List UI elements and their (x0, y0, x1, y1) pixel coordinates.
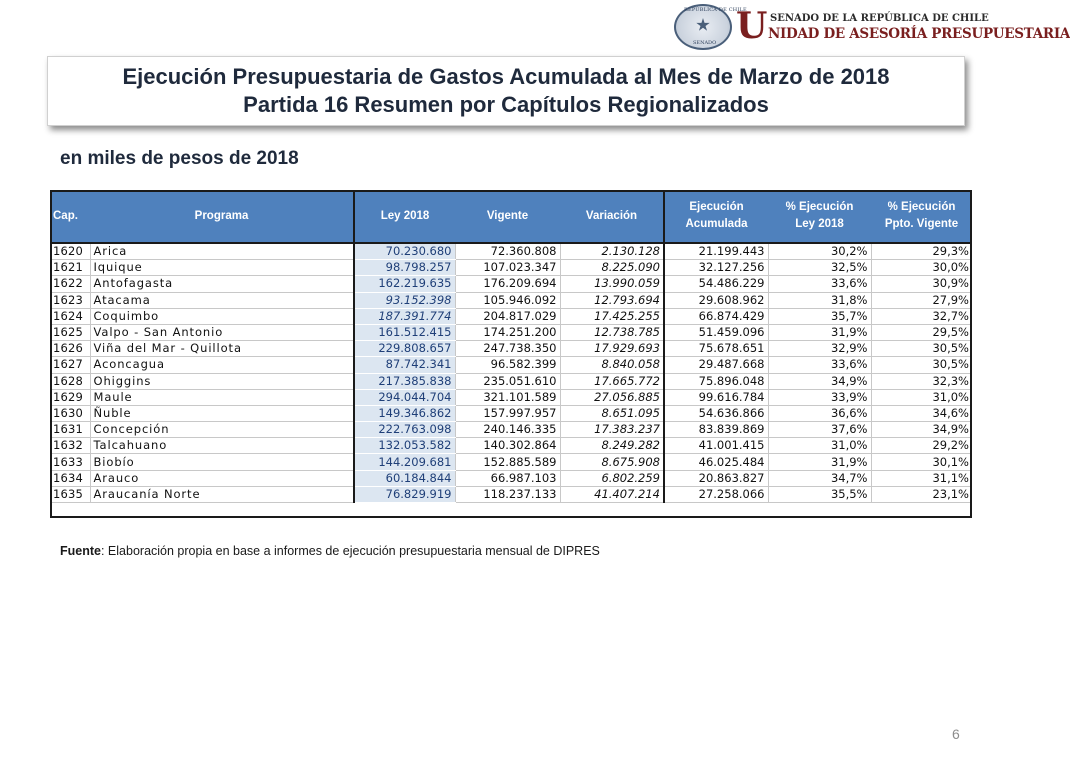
cell-programa: Iquique (90, 260, 354, 276)
cell-cap: 1626 (50, 341, 90, 357)
cell-ejecucion: 46.025.484 (664, 454, 768, 470)
cell-variacion: 17.425.255 (560, 308, 664, 324)
cell-ejecucion: 27.258.066 (664, 486, 768, 502)
cell-cap: 1622 (50, 276, 90, 292)
cell-cap: 1630 (50, 405, 90, 421)
header-vigente: Vigente (455, 190, 560, 243)
cell-programa: Arica (90, 243, 354, 260)
cell-variacion: 27.056.885 (560, 389, 664, 405)
units-caption: en miles de pesos de 2018 (60, 148, 299, 169)
cell-ejecucion: 54.486.229 (664, 276, 768, 292)
cell-pct-vigente: 30,5% (871, 341, 972, 357)
page-title: Ejecución Presupuestaria de Gastos Acumulada al Mes de Marzo de 2018 (122, 64, 890, 89)
cell-vigente: 240.146.335 (455, 422, 560, 438)
cell-pct-vigente: 29,2% (871, 438, 972, 454)
cell-variacion: 13.990.059 (560, 276, 664, 292)
cell-pct-vigente: 32,7% (871, 308, 972, 324)
cell-programa: Aconcagua (90, 357, 354, 373)
cell-cap: 1625 (50, 324, 90, 340)
cell-ejecucion: 75.896.048 (664, 373, 768, 389)
cell-ley: 144.209.681 (354, 454, 455, 470)
table-row (50, 470, 972, 486)
cell-pct-vigente: 23,1% (871, 486, 972, 502)
cell-variacion: 6.802.259 (560, 470, 664, 486)
cell-ejecucion: 32.127.256 (664, 260, 768, 276)
cell-vigente: 105.946.092 (455, 292, 560, 308)
cell-cap: 1633 (50, 454, 90, 470)
cell-vigente: 72.360.808 (455, 243, 560, 260)
cell-variacion: 8.651.095 (560, 405, 664, 421)
cell-programa: Viña del Mar - Quillota (90, 341, 354, 357)
cell-cap: 1620 (50, 243, 90, 260)
logo-unit-name: NIDAD DE ASESORÍA PRESUPUESTARIA (768, 26, 1070, 42)
cell-ley: 162.219.635 (354, 276, 455, 292)
cell-pct-ley: 35,7% (768, 308, 871, 324)
logo-initial: U (736, 5, 768, 47)
cell-ley: 76.829.919 (354, 486, 455, 502)
cell-pct-ley: 32,9% (768, 341, 871, 357)
cell-variacion: 8.225.090 (560, 260, 664, 276)
cell-cap: 1629 (50, 389, 90, 405)
cell-ley: 161.512.415 (354, 324, 455, 340)
cell-vigente: 140.302.864 (455, 438, 560, 454)
table-row (50, 357, 972, 373)
source-note (60, 544, 600, 558)
cell-programa: Arauco (90, 470, 354, 486)
cell-pct-ley: 33,6% (768, 357, 871, 373)
cell-pct-vigente: 30,0% (871, 260, 972, 276)
cell-ley: 93.152.398 (354, 292, 455, 308)
cell-pct-ley: 33,9% (768, 389, 871, 405)
cell-cap: 1632 (50, 438, 90, 454)
cell-ejecucion: 29.487.668 (664, 357, 768, 373)
cell-vigente: 321.101.589 (455, 389, 560, 405)
cell-ejecucion: 51.459.096 (664, 324, 768, 340)
cell-vigente: 247.738.350 (455, 341, 560, 357)
cell-pct-vigente: 29,3% (871, 243, 972, 260)
cell-pct-ley: 36,6% (768, 405, 871, 421)
cell-ley: 149.346.862 (354, 405, 455, 421)
cell-variacion: 17.383.237 (560, 422, 664, 438)
cell-pct-ley: 31,9% (768, 454, 871, 470)
cell-vigente: 174.251.200 (455, 324, 560, 340)
cell-pct-vigente: 30,5% (871, 357, 972, 373)
cell-pct-ley: 30,2% (768, 243, 871, 260)
cell-cap: 1628 (50, 373, 90, 389)
seal-top-text: REPÚBLICA DE CHILE (684, 7, 747, 13)
cell-cap: 1627 (50, 357, 90, 373)
senado-logo (672, 4, 1070, 52)
logo-senate-name: SENADO DE LA REPÚBLICA DE CHILE (770, 13, 989, 24)
header-ejecucion (664, 190, 768, 243)
header-ejecucion-line1: Ejecución (689, 201, 744, 213)
table-row (50, 438, 972, 454)
header-pct-ley-line2: Ley 2018 (795, 218, 844, 230)
cell-programa: Concepción (90, 422, 354, 438)
cell-pct-ley: 31,9% (768, 324, 871, 340)
cell-variacion: 12.793.694 (560, 292, 664, 308)
cell-pct-ley: 37,6% (768, 422, 871, 438)
cell-vigente: 152.885.589 (455, 454, 560, 470)
cell-ley: 229.808.657 (354, 341, 455, 357)
table-row (50, 243, 972, 260)
cell-vigente: 235.051.610 (455, 373, 560, 389)
cell-vigente: 66.987.103 (455, 470, 560, 486)
cell-ejecucion: 21.199.443 (664, 243, 768, 260)
cell-ejecucion: 83.839.869 (664, 422, 768, 438)
budget-table (50, 190, 972, 503)
table-row (50, 389, 972, 405)
cell-pct-ley: 34,9% (768, 373, 871, 389)
cell-variacion: 8.249.282 (560, 438, 664, 454)
cell-ley: 70.230.680 (354, 243, 455, 260)
title-box (47, 56, 965, 126)
cell-variacion: 41.407.214 (560, 486, 664, 502)
header-pct-ley (768, 190, 871, 243)
table-row (50, 486, 972, 502)
cell-pct-ley: 33,6% (768, 276, 871, 292)
cell-programa: Coquimbo (90, 308, 354, 324)
cell-ley: 132.053.582 (354, 438, 455, 454)
cell-programa: Biobío (90, 454, 354, 470)
table-row (50, 324, 972, 340)
header-cap: Cap. (50, 190, 90, 243)
cell-ejecucion: 54.636.866 (664, 405, 768, 421)
header-variacion: Variación (560, 190, 664, 243)
cell-pct-vigente: 31,0% (871, 389, 972, 405)
cell-vigente: 107.023.347 (455, 260, 560, 276)
table-row (50, 308, 972, 324)
cell-ejecucion: 99.616.784 (664, 389, 768, 405)
cell-pct-vigente: 31,1% (871, 470, 972, 486)
cell-vigente: 176.209.694 (455, 276, 560, 292)
seal-bottom-text: SENADO (693, 40, 717, 46)
cell-pct-vigente: 29,5% (871, 324, 972, 340)
table-row (50, 405, 972, 421)
cell-ejecucion: 29.608.962 (664, 292, 768, 308)
header-pct-ley-line1: % Ejecución (785, 201, 854, 213)
cell-ley: 87.742.341 (354, 357, 455, 373)
cell-pct-ley: 31,0% (768, 438, 871, 454)
cell-cap: 1624 (50, 308, 90, 324)
cell-pct-vigente: 34,6% (871, 405, 972, 421)
page-subtitle: Partida 16 Resumen por Capítulos Regionalizados (243, 92, 769, 117)
table-row (50, 341, 972, 357)
table-row (50, 292, 972, 308)
cell-programa: Ñuble (90, 405, 354, 421)
page-number: 6 (952, 726, 960, 742)
header-pct-vigente (871, 190, 972, 243)
cell-ley: 60.184.844 (354, 470, 455, 486)
cell-pct-vigente: 32,3% (871, 373, 972, 389)
cell-variacion: 2.130.128 (560, 243, 664, 260)
cell-ley: 187.391.774 (354, 308, 455, 324)
cell-programa: Araucanía Norte (90, 486, 354, 502)
cell-pct-ley: 31,8% (768, 292, 871, 308)
table-row (50, 422, 972, 438)
cell-programa: Valpo - San Antonio (90, 324, 354, 340)
cell-ley: 98.798.257 (354, 260, 455, 276)
cell-variacion: 17.665.772 (560, 373, 664, 389)
table-row (50, 454, 972, 470)
cell-ley: 217.385.838 (354, 373, 455, 389)
table-header-row (50, 190, 972, 243)
source-label: Fuente (60, 544, 101, 558)
cell-vigente: 118.237.133 (455, 486, 560, 502)
header-ejecucion-line2: Acumulada (685, 218, 748, 230)
cell-cap: 1623 (50, 292, 90, 308)
header-pct-vigente-line2: Ppto. Vigente (884, 218, 959, 230)
cell-pct-ley: 35,5% (768, 486, 871, 502)
cell-cap: 1621 (50, 260, 90, 276)
cell-pct-ley: 32,5% (768, 260, 871, 276)
cell-programa: Ohiggins (90, 373, 354, 389)
cell-ejecucion: 41.001.415 (664, 438, 768, 454)
cell-vigente: 96.582.399 (455, 357, 560, 373)
cell-cap: 1635 (50, 486, 90, 502)
cell-ejecucion: 66.874.429 (664, 308, 768, 324)
cell-vigente: 204.817.029 (455, 308, 560, 324)
cell-cap: 1634 (50, 470, 90, 486)
cell-pct-vigente: 30,9% (871, 276, 972, 292)
table-row (50, 373, 972, 389)
cell-cap: 1631 (50, 422, 90, 438)
cell-ejecucion: 75.678.651 (664, 341, 768, 357)
cell-programa: Antofagasta (90, 276, 354, 292)
cell-programa: Atacama (90, 292, 354, 308)
header-ley: Ley 2018 (354, 190, 455, 243)
table-row (50, 276, 972, 292)
cell-pct-vigente: 27,9% (871, 292, 972, 308)
cell-variacion: 8.840.058 (560, 357, 664, 373)
cell-variacion: 17.929.693 (560, 341, 664, 357)
cell-programa: Maule (90, 389, 354, 405)
header-programa: Programa (90, 190, 354, 243)
cell-pct-vigente: 34,9% (871, 422, 972, 438)
header-pct-vigente-line1: % Ejecución (887, 201, 956, 213)
cell-ley: 222.763.098 (354, 422, 455, 438)
cell-variacion: 12.738.785 (560, 324, 664, 340)
cell-vigente: 157.997.957 (455, 405, 560, 421)
cell-variacion: 8.675.908 (560, 454, 664, 470)
cell-pct-ley: 34,7% (768, 470, 871, 486)
table-row (50, 260, 972, 276)
cell-ley: 294.044.704 (354, 389, 455, 405)
source-text: : Elaboración propia en base a informes de ejecución presupuestaria mensual de DIPRES (100, 544, 600, 558)
cell-programa: Talcahuano (90, 438, 354, 454)
cell-ejecucion: 20.863.827 (664, 470, 768, 486)
cell-pct-vigente: 30,1% (871, 454, 972, 470)
